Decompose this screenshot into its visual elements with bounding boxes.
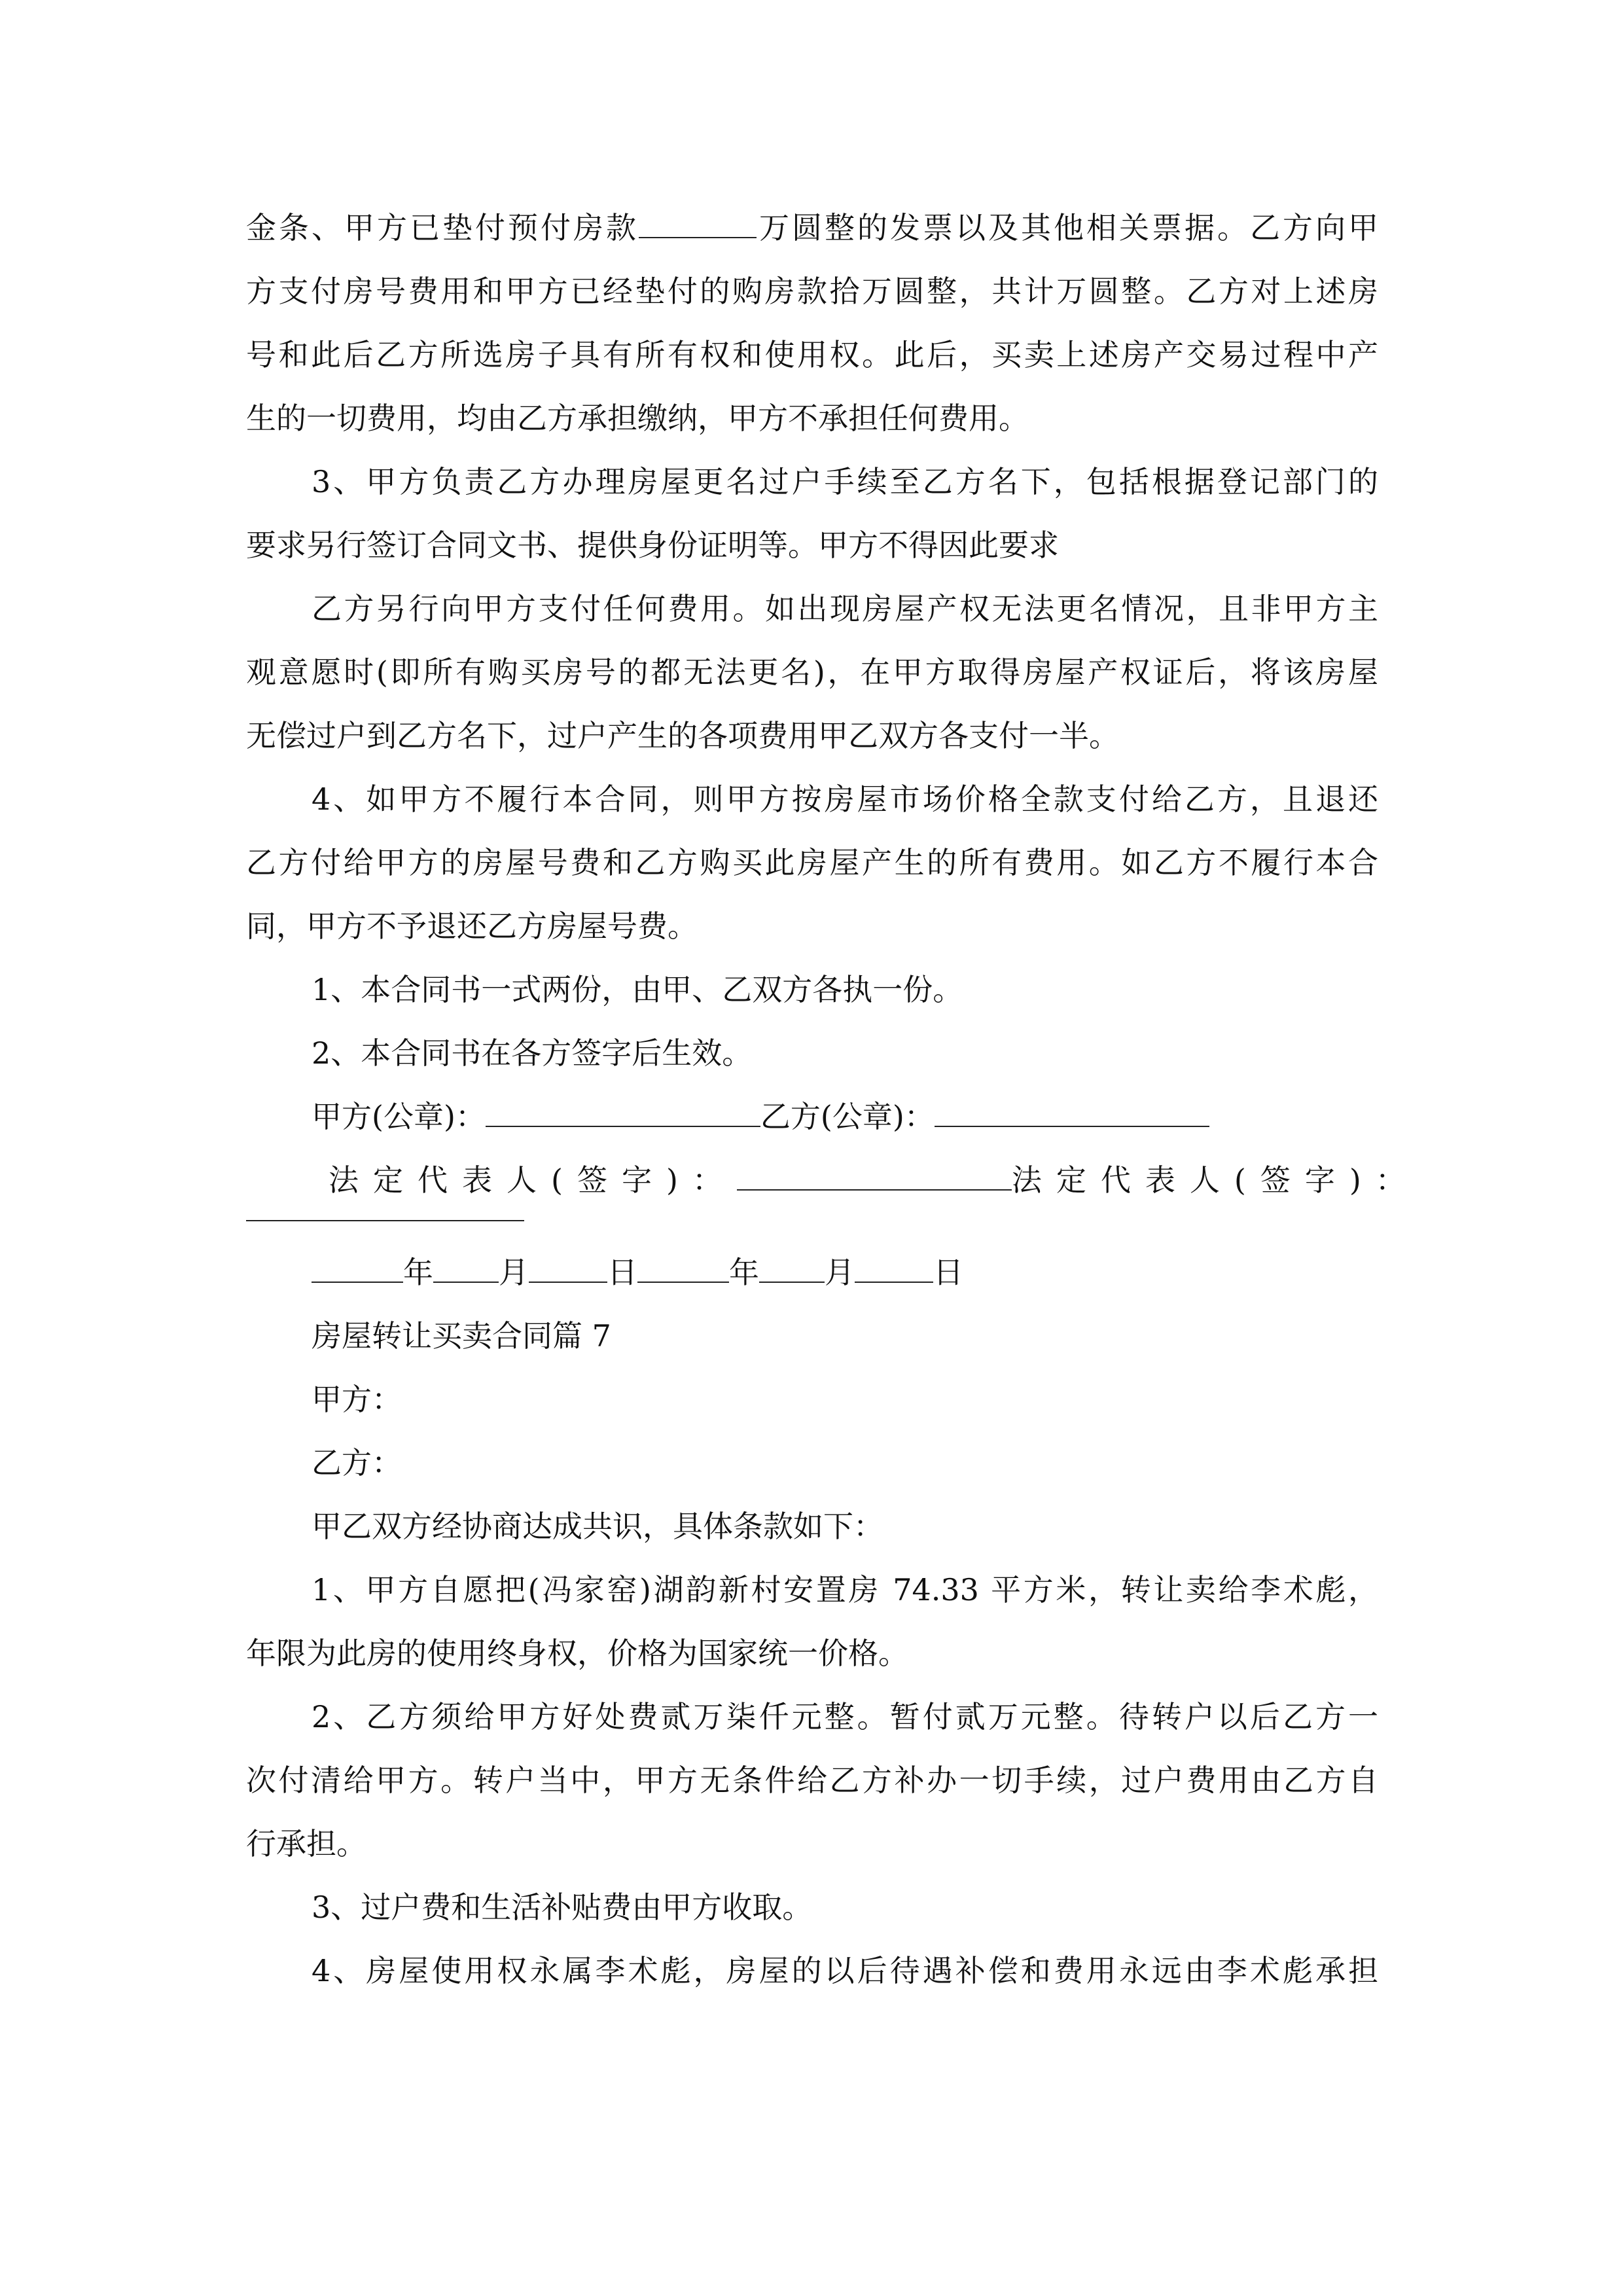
- section-title: 房屋转让买卖合同篇 7: [312, 1318, 611, 1354]
- blank-day-b: [855, 1255, 933, 1283]
- clause-line: 2、乙方须给甲方好处费贰万柒仟元整。暂付贰万元整。待转户以后乙方一: [312, 1699, 1378, 1734]
- clause-line: 1、甲方自愿把(冯家窑)湖韵新村安置房 74.33 平方米，转让卖给李术彪，: [312, 1572, 1378, 1607]
- paragraph-line: 4、如甲方不履行本合同，则甲方按房屋市场价格全款支付给乙方，且退还: [312, 781, 1378, 817]
- year-label: 年: [403, 1255, 433, 1290]
- party-b-seal-line: [935, 1100, 1209, 1127]
- blank-day-a: [529, 1255, 607, 1283]
- blank-year-b: [637, 1255, 729, 1283]
- day-label: 日: [607, 1255, 637, 1290]
- blank-month-a: [433, 1255, 499, 1283]
- blank-month-b: [759, 1255, 825, 1283]
- party-a-line: 甲方：: [312, 1382, 402, 1417]
- paragraph-line: 2、本合同书在各方签字后生效。: [312, 1035, 753, 1071]
- month-label: 月: [825, 1255, 855, 1290]
- paragraph-line: 乙方另行向甲方支付任何费用。如出现房屋产权无法更名情况，且非甲方主: [312, 591, 1378, 626]
- party-b-seal-label: 乙方(公章)：: [760, 1099, 935, 1134]
- paragraph-line: 1、本合同书一式两份，由甲、乙双方各执一份。: [312, 972, 963, 1007]
- legal-rep-b-line: [246, 1219, 524, 1221]
- party-a-seal-label: 甲方(公章)：: [312, 1099, 486, 1134]
- blank-year-a: [312, 1255, 403, 1283]
- year-label: 年: [729, 1255, 759, 1290]
- paragraph-line: 要求另行签订合同文书、提供身份证明等。甲方不得因此要求: [246, 528, 1059, 563]
- clause-line: 行承担。: [246, 1826, 366, 1861]
- party-a-seal-line: [486, 1100, 760, 1127]
- legal-rep-a-label: 法定代表人(签字)：: [329, 1162, 737, 1198]
- party-b-line: 乙方：: [312, 1445, 402, 1480]
- legal-rep-b-label: 法定代表人(签字)：: [1011, 1162, 1420, 1198]
- text-span: 万圆整的发票以及其他相关票据。乙方向甲: [757, 210, 1378, 245]
- clause-line: 次付清给甲方。转户当中，甲方无条件给乙方补办一切手续，过户费用由乙方自: [246, 1763, 1378, 1798]
- text-span: 金条、甲方已垫付预付房款: [246, 210, 639, 245]
- legal-rep-row: [246, 1149, 1420, 1212]
- clause-line: 3、过户费和生活补贴费由甲方收取。: [312, 1890, 813, 1925]
- clause-line: 年限为此房的使用终身权，价格为国家统一价格。: [246, 1636, 908, 1671]
- paragraph-line: 观意愿时(即所有购买房号的都无法更名)，在甲方取得房屋产权证后，将该房屋: [246, 655, 1378, 690]
- paragraph-line: 同，甲方不予退还乙方房屋号费。: [246, 908, 698, 944]
- paragraph-line: 方支付房号费用和甲方已经垫付的购房款拾万圆整，共计万圆整。乙方对上述房: [246, 274, 1378, 309]
- signature-seal-row: [246, 1085, 1378, 1149]
- month-label: 月: [499, 1255, 529, 1290]
- paragraph-line: 乙方付给甲方的房屋号费和乙方购买此房屋产生的所有费用。如乙方不履行本合: [246, 845, 1378, 880]
- day-label: 日: [933, 1255, 963, 1290]
- legal-rep-a-line: [737, 1163, 1012, 1191]
- paragraph-line: 号和此后乙方所选房子具有所有权和使用权。此后，买卖上述房产交易过程中产: [246, 337, 1378, 372]
- blank-fill-line: [639, 207, 757, 238]
- intro-line: 甲乙双方经协商达成共识，具体条款如下：: [312, 1509, 883, 1544]
- date-row: [246, 1241, 1378, 1304]
- document-body: [246, 196, 1420, 2003]
- paragraph-line: 无偿过户到乙方名下，过户产生的各项费用甲乙双方各支付一半。: [246, 718, 1119, 753]
- clause-line: 4、房屋使用权永属李术彪，房屋的以后待遇补偿和费用永远由李术彪承担: [312, 1953, 1378, 1988]
- paragraph-line: [246, 196, 1378, 260]
- paragraph-line: 3、甲方负责乙方办理房屋更名过户手续至乙方名下，包括根据登记部门的: [312, 464, 1378, 499]
- paragraph-line: 生的一切费用，均由乙方承担缴纳，甲方不承担任何费用。: [246, 401, 1029, 436]
